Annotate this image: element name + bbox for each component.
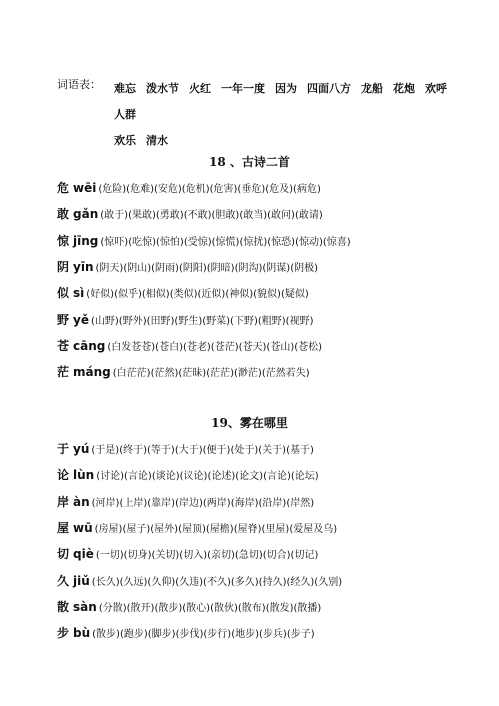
word: (惊动) (295, 236, 323, 248)
word: (切入) (179, 550, 208, 562)
word: (切身) (123, 550, 152, 562)
word-row (57, 519, 337, 536)
word: (海岸) (230, 497, 259, 509)
word: (苍天) (238, 341, 267, 353)
word: (阴谋) (262, 262, 291, 274)
word-row (57, 232, 351, 249)
word-row (57, 493, 314, 510)
word: (勇敢) (155, 210, 184, 222)
character: 步 (57, 626, 70, 641)
character: 敢 (57, 207, 70, 222)
word: (论文) (235, 471, 264, 483)
word: (貌似) (253, 289, 281, 301)
word-row (57, 363, 310, 380)
pinyin: sì (73, 286, 85, 301)
word: (久别) (314, 576, 343, 588)
word: (散播) (293, 602, 322, 614)
word: (论坛) (290, 471, 319, 483)
word-row (57, 598, 321, 615)
word: (敢当) (239, 210, 268, 222)
word: (靠岸) (147, 497, 176, 509)
vocab-word: 欢呼 (425, 82, 447, 95)
word: (跑步) (119, 629, 148, 641)
word: (苍老) (182, 341, 211, 353)
word: (切记) (290, 550, 319, 562)
character: 久 (57, 573, 70, 588)
word: (白茫茫) (112, 368, 151, 380)
word: (屋外) (150, 523, 179, 535)
word: (惊怕) (156, 236, 184, 248)
word: (久违) (175, 576, 204, 588)
word: (苍茫) (210, 341, 239, 353)
word: (粗野) (257, 315, 286, 327)
word-row (57, 284, 309, 301)
vocab-word: 泼水节 (146, 82, 179, 95)
word: (阴天) (95, 262, 124, 274)
word: (散步) (154, 602, 183, 614)
word: (苍白) (155, 341, 183, 353)
word: (神似) (225, 289, 254, 301)
word: (屋檐) (205, 523, 234, 535)
word: (久远) (119, 576, 148, 588)
vocab-label: 词语表： (57, 78, 101, 91)
word: (步兵) (259, 629, 287, 641)
word: (不敢) (183, 210, 212, 222)
word: (持久) (258, 576, 287, 588)
vocab-words (114, 76, 484, 154)
word: (屋顶) (178, 523, 206, 535)
character: 屋 (57, 520, 70, 535)
word: (危害) (209, 184, 238, 195)
character: 切 (57, 547, 70, 562)
word: (河岸) (91, 497, 120, 509)
pinyin: bù (73, 626, 91, 641)
word: (岸边) (175, 497, 203, 509)
word: (阴雨) (151, 262, 179, 274)
pinyin: jīng (73, 233, 99, 248)
word: (谈论) (151, 471, 180, 483)
word: (野外) (118, 315, 147, 327)
word: (下野) (230, 315, 258, 327)
word: (果敢) (128, 210, 156, 222)
word: (终于) (119, 445, 148, 456)
vocab-word: 花炮 (393, 82, 415, 95)
word: (田野) (146, 315, 175, 327)
pinyin: sàn (73, 599, 97, 614)
word: (安危) (153, 184, 182, 195)
vocab-word: 欢乐 (114, 134, 136, 147)
word: (步行) (203, 629, 232, 641)
word: (屋子) (122, 523, 151, 535)
vocab-word: 难忘 (114, 82, 136, 95)
vocab-word: 人群 (114, 108, 136, 121)
word: (茫然若失) (261, 368, 310, 380)
word: (野生) (174, 315, 203, 327)
word-row (57, 572, 342, 589)
word: (视野) (285, 315, 314, 327)
vocab-word: 清水 (146, 134, 168, 147)
word: (惊慌) (211, 236, 240, 248)
word: (苍松) (294, 341, 323, 353)
word: (阴沟) (234, 262, 263, 274)
pinyin: qiè (73, 547, 94, 562)
word: (散步) (92, 629, 120, 641)
word: (脚步) (147, 629, 176, 641)
word: (岸然) (286, 497, 315, 509)
pinyin: jiǔ (73, 573, 90, 588)
vocab-word: 一年一度 (221, 82, 265, 95)
word: (步子) (286, 629, 315, 641)
word: (关切) (151, 550, 180, 562)
character: 危 (57, 181, 70, 195)
pinyin: cāng (73, 338, 106, 353)
word-row (57, 624, 315, 641)
section-title: 18 、古诗二首 (209, 155, 290, 169)
word: (阴阳) (178, 262, 207, 274)
word: (不久) (203, 576, 231, 588)
word: (惊扰) (239, 236, 268, 248)
pinyin: yú (73, 442, 90, 456)
word: (房屋) (94, 523, 123, 535)
word: (惊恐) (267, 236, 296, 248)
word: (基于) (286, 445, 314, 456)
word: (危险) (98, 184, 127, 195)
word: (上岸) (119, 497, 148, 509)
section-title: 19、雾在哪里 (211, 416, 288, 430)
pinyin: máng (73, 365, 111, 380)
word: (爱屋及乌) (289, 523, 338, 535)
pinyin: gǎn (73, 207, 99, 222)
word: (敢于) (100, 210, 129, 222)
word: (近似) (197, 289, 226, 301)
word: (久仰) (147, 576, 176, 588)
word-row (57, 258, 318, 275)
word: (屋脊) (233, 523, 262, 535)
word: (散布) (237, 602, 266, 614)
word: (似乎) (114, 289, 142, 301)
word: (论述) (207, 471, 236, 483)
word: (类似) (169, 289, 198, 301)
word: (吃惊) (128, 236, 156, 248)
word: (等于) (147, 445, 175, 456)
pinyin: yīn (73, 259, 94, 274)
word: (讨论) (96, 471, 125, 483)
word: (阴极) (290, 262, 318, 274)
vocab-word: 四面八方 (307, 82, 351, 95)
word: (白发苍苍) (107, 341, 156, 353)
word: (散发) (265, 602, 294, 614)
word: (议论) (179, 471, 208, 483)
character: 惊 (57, 233, 70, 248)
word: (受惊) (183, 236, 212, 248)
character: 论 (57, 468, 70, 483)
vocab-word: 因为 (275, 82, 297, 95)
word: (病危) (293, 184, 321, 195)
word: (急切) (234, 550, 263, 562)
character: 似 (57, 286, 70, 301)
word: (惊吓) (100, 236, 129, 248)
word: (茫茫) (206, 368, 234, 380)
word: (阴暗) (206, 262, 235, 274)
word: (渺茫) (234, 368, 262, 380)
word: (里屋) (261, 523, 290, 535)
word: (切合) (262, 550, 291, 562)
character: 岸 (57, 494, 70, 509)
word: (散伙) (210, 602, 238, 614)
word: (好似) (86, 289, 115, 301)
word: (惊喜) (322, 236, 351, 248)
character: 茫 (57, 365, 70, 380)
word: (地步) (231, 629, 260, 641)
word: (相似) (141, 289, 170, 301)
word: (胆敢) (211, 210, 240, 222)
word-row (57, 337, 322, 354)
word: (于是) (91, 445, 120, 456)
word: (散心) (182, 602, 211, 614)
word: (危及) (265, 184, 294, 195)
character: 阴 (57, 259, 70, 274)
word-row (57, 179, 321, 196)
word-row (57, 545, 318, 562)
word: (关于) (258, 445, 287, 456)
word: (言论) (263, 471, 291, 483)
word: (疑似) (280, 289, 309, 301)
pinyin: wēi (73, 181, 97, 195)
word: (步伐) (175, 629, 204, 641)
word: (散开) (126, 602, 155, 614)
word: (长久) (91, 576, 120, 588)
word: (苍山) (266, 341, 295, 353)
word: (阴山) (123, 262, 152, 274)
pinyin: wū (73, 520, 93, 535)
word: (野菜) (202, 315, 231, 327)
word: (敢请) (294, 210, 323, 222)
word-row (57, 205, 323, 222)
character: 于 (57, 442, 70, 456)
word: (危难) (126, 184, 154, 195)
pinyin: yě (73, 312, 89, 327)
word: (茫然) (150, 368, 179, 380)
word: (经久) (286, 576, 315, 588)
word-row (57, 311, 313, 328)
word: (垂危) (237, 184, 266, 195)
vocab-word: 火红 (189, 82, 211, 95)
word: (亲切) (207, 550, 235, 562)
word: (一切) (95, 550, 124, 562)
character: 苍 (57, 338, 70, 353)
vocab-word: 龙船 (361, 82, 383, 95)
character: 野 (57, 312, 70, 327)
word: (言论) (124, 471, 152, 483)
word: (沿岸) (258, 497, 287, 509)
word: (山野) (90, 315, 119, 327)
pinyin: àn (73, 494, 90, 509)
word: (便于) (202, 445, 231, 456)
word: (大于) (174, 445, 203, 456)
word: (危机) (181, 184, 210, 195)
word: (分散) (98, 602, 127, 614)
word: (敢问) (267, 210, 295, 222)
word-row (57, 466, 319, 483)
character: 散 (57, 599, 70, 614)
word: (两岸) (202, 497, 231, 509)
pinyin: lùn (73, 468, 95, 483)
word-row (57, 440, 314, 457)
word: (处于) (230, 445, 259, 456)
word: (多久) (230, 576, 259, 588)
word: (茫昧) (178, 368, 207, 380)
